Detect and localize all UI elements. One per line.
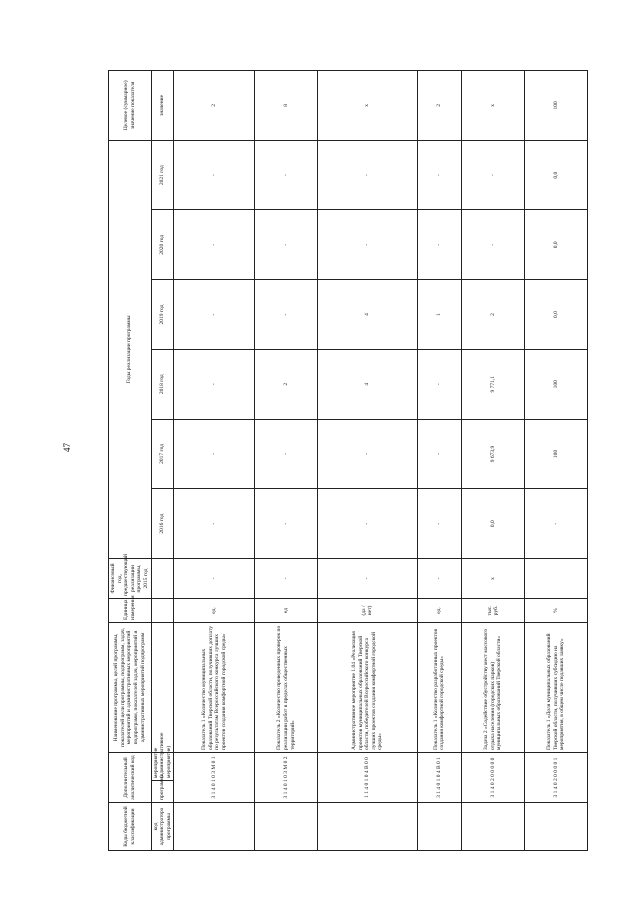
value-2017-cell: 100 — [525, 419, 588, 489]
subheader-2021: 2021 год — [151, 140, 174, 210]
value-2019-cell: - — [255, 280, 318, 350]
value-2018-cell: - — [417, 349, 462, 419]
table-row — [255, 71, 318, 851]
value-2018-cell: 9 771,1 — [462, 349, 525, 419]
fin-year-cell: х — [462, 558, 525, 598]
header-years-group: Годы реализации программы — [109, 140, 152, 558]
value-2017-cell: - — [318, 419, 417, 489]
header-unit: Единица измерения — [109, 598, 152, 622]
admin-cell — [174, 803, 255, 851]
value-2020-cell: - — [255, 210, 318, 280]
value-2017-cell: - — [174, 419, 255, 489]
header-row — [109, 71, 152, 851]
name-cell: Показатель 2 «Количество проведенных проверок по реализации работ в пределах общественных территорий» — [255, 622, 318, 752]
fin-year-cell: - — [417, 558, 462, 598]
budget-table — [108, 70, 588, 851]
target-cell: 2 — [417, 71, 462, 141]
code-cell: 1 1 4 0 1 0 4 В 0 0 — [318, 752, 417, 802]
admin-cell — [462, 803, 525, 851]
table-row — [318, 71, 417, 851]
name-cell: Задача 2 «Содействие обустройству мест массового отдыха населения (городских парков) муниципальных образований Тверской области» — [462, 622, 525, 752]
value-2019-cell: 2 — [462, 280, 525, 350]
fin-year-cell: - — [174, 558, 255, 598]
subheader-2017: 2017 год — [151, 419, 174, 489]
header-name: Наименование программы, целей программы, показателей цели программы, подпрограмм, задач, мероприятий и административных мероприятий подпрограмм, показателей задач, мероприятий и административных мероприятий подпрограмм — [109, 622, 152, 752]
unit-cell: ед. — [417, 598, 462, 622]
subheader-admin: код администратора программы — [151, 803, 174, 851]
value-2020-cell: - — [174, 210, 255, 280]
page-number: 47 — [62, 443, 72, 452]
header-addl-code: Дополнительный аналитический код — [109, 752, 152, 802]
admin-cell — [417, 803, 462, 851]
header-codes: Коды бюджетной классификации — [109, 803, 152, 851]
subheader-unit-blank — [151, 598, 174, 622]
value-2021-cell: - — [318, 140, 417, 210]
value-2018-cell: 100 — [525, 349, 588, 419]
value-2021-cell: - — [255, 140, 318, 210]
header-fin-year: Финансовый год, предшествующий реализации программы, 2015 год — [109, 558, 152, 598]
subheader-row — [151, 71, 174, 851]
target-cell: х — [318, 71, 417, 141]
subheader-target-value: значение — [151, 71, 174, 141]
name-cell: Административное мероприятие 1.04 «Реализация проектов муниципальных образований Тверской области, победителей Всероссийского конкурса лучших проектов создания комфортной городской среды» — [318, 622, 417, 752]
name-cell: Показатель 1 «Доля муниципальных образований Тверской области, получивших субсидию на мероприятия, в общем числе подавших заявку» — [525, 622, 588, 752]
value-2019-cell: 0,0 — [525, 280, 588, 350]
value-2020-cell: - — [462, 210, 525, 280]
value-2016-cell: - — [174, 489, 255, 559]
value-2016-cell: - — [525, 489, 588, 559]
subheader-fin-blank — [151, 558, 174, 598]
value-2020-cell: - — [318, 210, 417, 280]
value-2020-cell: 0,0 — [525, 210, 588, 280]
value-2018-cell: 4 — [318, 349, 417, 419]
target-cell: х — [462, 71, 525, 141]
value-2017-cell: - — [417, 419, 462, 489]
value-2020-cell: - — [417, 210, 462, 280]
target-cell: 8 — [255, 71, 318, 141]
value-2016-cell: - — [318, 489, 417, 559]
table-row — [417, 71, 462, 851]
code-cell: 3 1 4 0 2 0 0 0 0 1 — [525, 752, 588, 802]
subheader-2020: 2020 год — [151, 210, 174, 280]
unit-cell: (да / нет) — [318, 598, 417, 622]
value-2019-cell: 4 — [318, 280, 417, 350]
target-cell: 100 — [525, 71, 588, 141]
code-cell: 3 1 4 0 1 0 4 В 0 1 — [417, 752, 462, 802]
value-2021-cell: - — [174, 140, 255, 210]
value-2021-cell: 0,0 — [525, 140, 588, 210]
budget-table-rotated — [108, 70, 588, 851]
unit-cell: тыс. руб. — [462, 598, 525, 622]
value-2018-cell: 2 — [255, 349, 318, 419]
subheader-2018: 2018 год — [151, 349, 174, 419]
header-target: Целевое (суммарное) значение показателя — [109, 71, 152, 141]
value-2021-cell: - — [417, 140, 462, 210]
subheader-2016: 2016 год — [151, 489, 174, 559]
code-cell: 3 1 4 0 1 0 3 М 0 1 — [174, 752, 255, 802]
fin-year-cell: - — [255, 558, 318, 598]
target-cell: 2 — [174, 71, 255, 141]
table-row — [174, 71, 255, 851]
unit-cell: ед — [255, 598, 318, 622]
subheader-event: мероприятие (административное мероприятие) — [151, 752, 174, 780]
code-cell: 3 1 4 0 2 0 0 0 0 0 — [462, 752, 525, 802]
value-2019-cell: 1 — [417, 280, 462, 350]
value-2016-cell: - — [255, 489, 318, 559]
subheader-2019: 2019 год — [151, 280, 174, 350]
code-cell: 3 1 4 0 1 0 3 М 0 2 — [255, 752, 318, 802]
value-2016-cell: 0,0 — [462, 489, 525, 559]
value-2017-cell: - — [255, 419, 318, 489]
unit-cell: ед. — [174, 598, 255, 622]
fin-year-cell — [525, 558, 588, 598]
unit-cell: % — [525, 598, 588, 622]
table-row — [525, 71, 588, 851]
admin-cell — [525, 803, 588, 851]
value-2019-cell: - — [174, 280, 255, 350]
name-cell: Показатель 1 «Количество муниципальных образований Тверской области, получивших доплату по результатам Всероссийского конкурса лучших проектов создания комфортной городской среды» — [174, 622, 255, 752]
subheader-program: программа — [151, 781, 174, 803]
value-2016-cell: - — [417, 489, 462, 559]
table-row — [462, 71, 525, 851]
value-2021-cell: - — [462, 140, 525, 210]
name-cell: Показатель 1 «Количество разработанных проектов создания комфортной городской среды» — [417, 622, 462, 752]
admin-cell — [318, 803, 417, 851]
admin-cell — [255, 803, 318, 851]
value-2017-cell: 9 673,9 — [462, 419, 525, 489]
fin-year-cell: - — [318, 558, 417, 598]
value-2018-cell: - — [174, 349, 255, 419]
